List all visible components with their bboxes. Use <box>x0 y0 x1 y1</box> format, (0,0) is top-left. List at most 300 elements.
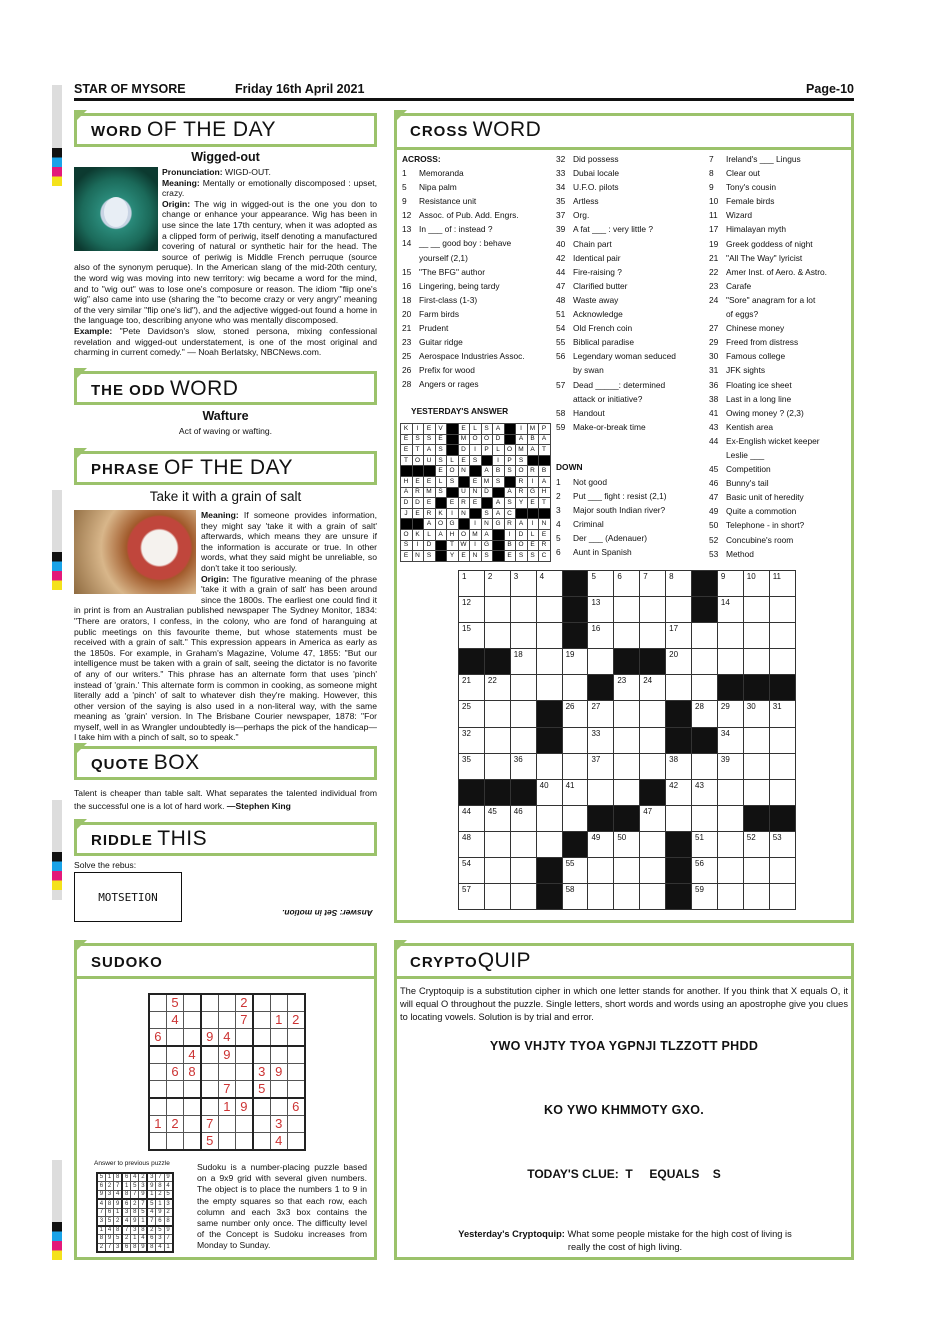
crossword-cell[interactable]: 46 <box>510 805 536 831</box>
crossword-cell[interactable] <box>536 831 562 857</box>
sudoku-cell[interactable]: 9 <box>218 1046 235 1063</box>
sudoku-cell[interactable] <box>270 1098 287 1115</box>
crossword-cell[interactable] <box>614 858 640 884</box>
black-cell <box>412 519 424 530</box>
clue-number: 8 <box>709 168 714 179</box>
crossword-cell[interactable] <box>614 597 640 623</box>
crossword-cell[interactable]: 35 <box>459 753 485 779</box>
crossword-cell[interactable] <box>640 858 666 884</box>
sudoku-cell[interactable]: 9 <box>235 1098 252 1115</box>
sudoku-cell[interactable]: 4 <box>218 1029 235 1046</box>
answer-cell: A <box>504 487 516 498</box>
answer-cell: 2 <box>164 1208 172 1217</box>
black-cell <box>562 831 588 857</box>
answer-cell: S <box>435 455 447 466</box>
crossword-cell[interactable] <box>510 884 536 910</box>
crossword-cell[interactable] <box>666 675 692 701</box>
cryptoquip-intro: The Cryptoquip is a substitution cipher in which one letter stands for another. If you think that X equals O, it will equal O throughout the puzzle. Single letters, short words and words using an apostrophe give you clues to locating vowels. Solution is by trial and error. <box>400 986 848 1022</box>
clue-number: 47 <box>556 280 566 291</box>
down-clues-col2 <box>556 475 667 560</box>
sudoku-cell[interactable] <box>166 1132 183 1149</box>
answer-cell: 8 <box>114 1226 122 1235</box>
crossword-cell[interactable]: 15 <box>459 623 485 649</box>
clue-item <box>402 222 525 236</box>
answer-cell: O <box>401 529 413 540</box>
sudoku-cell[interactable] <box>253 1115 270 1132</box>
sudoku-cell[interactable] <box>253 1011 270 1028</box>
sudoku-cell[interactable] <box>149 1080 166 1097</box>
crossword-cell[interactable] <box>484 727 510 753</box>
crossword-cell[interactable] <box>717 779 743 805</box>
crossword-cell[interactable]: 44 <box>459 805 485 831</box>
crossword-cell[interactable]: 34 <box>717 727 743 753</box>
sudoku-cell[interactable]: 4 <box>184 1046 201 1063</box>
sudoku-cell[interactable] <box>149 1011 166 1028</box>
sudoku-cell[interactable]: 2 <box>235 994 252 1011</box>
sudoku-cell[interactable] <box>270 994 287 1011</box>
crossword-cell[interactable]: 12 <box>459 597 485 623</box>
clue-text: JFK sights <box>726 365 766 376</box>
answer-cell: 5 <box>139 1208 147 1217</box>
crossword-cell[interactable]: 55 <box>562 858 588 884</box>
sudoku-cell[interactable] <box>184 1080 201 1097</box>
answer-cell: 2 <box>147 1226 155 1235</box>
sudoku-cell[interactable] <box>166 1080 183 1097</box>
sudoku-cell[interactable] <box>218 1132 235 1149</box>
clue-item <box>709 251 827 265</box>
sudoku-cell[interactable] <box>287 1132 304 1149</box>
crossword-cell[interactable] <box>510 727 536 753</box>
crossword-cell[interactable] <box>743 727 769 753</box>
sudoku-cell[interactable] <box>166 1029 183 1046</box>
answer-cell: O <box>504 445 516 456</box>
crossword-cell[interactable]: 3 <box>510 571 536 597</box>
sudoku-cell[interactable]: 6 <box>166 1063 183 1080</box>
sudoku-cell[interactable]: 9 <box>270 1063 287 1080</box>
clue-number: 33 <box>556 168 566 179</box>
crossword-cell[interactable]: 56 <box>692 858 718 884</box>
crossword-cell[interactable] <box>484 831 510 857</box>
clue-number: 21 <box>709 252 719 263</box>
answer-cell: R <box>424 508 436 519</box>
sudoku-cell[interactable] <box>201 1063 218 1080</box>
crossword-cell[interactable]: 36 <box>510 753 536 779</box>
black-cell <box>692 727 718 753</box>
crossword-cell[interactable]: 52 <box>743 831 769 857</box>
sudoku-cell[interactable] <box>287 1080 304 1097</box>
answer-cell: E <box>504 551 516 562</box>
crossword-cell[interactable]: 49 <box>588 831 614 857</box>
crossword-cell[interactable] <box>743 779 769 805</box>
crossword-cell[interactable] <box>510 675 536 701</box>
sudoku-cell[interactable] <box>166 1046 183 1063</box>
word-of-day-title: WORD OF THE DAY <box>91 118 277 141</box>
sudoku-cell[interactable] <box>253 1098 270 1115</box>
crossword-cell[interactable] <box>484 597 510 623</box>
answer-cell: M <box>470 529 482 540</box>
sudoku-cell[interactable] <box>253 1046 270 1063</box>
sudoku-cell[interactable]: 6 <box>287 1098 304 1115</box>
crossword-cell[interactable] <box>692 753 718 779</box>
crossword-cell[interactable] <box>640 701 666 727</box>
crossword-cell[interactable]: 33 <box>588 727 614 753</box>
answer-cell: L <box>527 529 539 540</box>
answer-cell: I <box>493 455 505 466</box>
cryptoquip-line1: YWO VHJTY TYOA YGPNJI TLZZOTT PHDD <box>489 1039 759 1053</box>
black-cell <box>435 540 447 551</box>
crossword-cell[interactable] <box>588 858 614 884</box>
crossword-cell[interactable] <box>769 884 795 910</box>
crossword-cell[interactable] <box>484 858 510 884</box>
crossword-cell[interactable]: 13 <box>588 597 614 623</box>
crossword-cell[interactable] <box>640 831 666 857</box>
crossword-cell[interactable] <box>769 623 795 649</box>
crossword-cell[interactable] <box>510 858 536 884</box>
crossword-cell[interactable]: 27 <box>588 701 614 727</box>
crossword-cell[interactable]: 22 <box>484 675 510 701</box>
crossword-cell[interactable]: 57 <box>459 884 485 910</box>
crossword-cell[interactable]: 17 <box>666 623 692 649</box>
clue-text: "All The Way" lyricist <box>726 252 803 263</box>
crossword-cell[interactable] <box>614 779 640 805</box>
crossword-cell[interactable]: 32 <box>459 727 485 753</box>
crossword-cell[interactable] <box>510 831 536 857</box>
clue-item <box>402 251 525 265</box>
crossword-cell[interactable]: 1 <box>459 571 485 597</box>
clue-number: 36 <box>709 379 719 390</box>
crossword-cell[interactable]: 23 <box>614 675 640 701</box>
crossword-cell[interactable] <box>717 623 743 649</box>
crossword-cell[interactable]: 37 <box>588 753 614 779</box>
crossword-cell[interactable] <box>717 884 743 910</box>
crossword-cell[interactable] <box>692 805 718 831</box>
clue-item <box>709 194 827 208</box>
crossword-cell[interactable] <box>692 623 718 649</box>
crossword-cell[interactable]: 28 <box>692 701 718 727</box>
crossword-cell[interactable] <box>562 805 588 831</box>
crossword-cell[interactable] <box>769 858 795 884</box>
crossword-cell[interactable] <box>666 597 692 623</box>
sudoku-cell[interactable] <box>149 1098 166 1115</box>
clue-item <box>556 237 676 251</box>
sudoku-cell[interactable] <box>149 1063 166 1080</box>
sudoku-cell[interactable] <box>270 1029 287 1046</box>
crossword-cell[interactable]: 42 <box>666 779 692 805</box>
crossword-cell[interactable]: 51 <box>692 831 718 857</box>
sudoku-cell[interactable]: 1 <box>149 1115 166 1132</box>
sudoku-cell[interactable] <box>270 1080 287 1097</box>
answer-cell: E <box>401 434 413 445</box>
crossword-cell[interactable]: 16 <box>588 623 614 649</box>
rebus-box <box>74 872 182 922</box>
crossword-cell[interactable] <box>484 884 510 910</box>
sudoku-cell[interactable] <box>184 1115 201 1132</box>
crossword-cell[interactable] <box>536 597 562 623</box>
crossword-cell[interactable]: 25 <box>459 701 485 727</box>
crossword-cell[interactable] <box>717 649 743 675</box>
crossword-cell[interactable] <box>588 884 614 910</box>
crossword-cell[interactable] <box>769 753 795 779</box>
sudoku-cell[interactable] <box>149 1132 166 1149</box>
crossword-cell[interactable]: 54 <box>459 858 485 884</box>
sudoku-cell[interactable] <box>218 1115 235 1132</box>
crossword-cell[interactable]: 26 <box>562 701 588 727</box>
sudoku-cell[interactable] <box>184 1098 201 1115</box>
crossword-cell[interactable]: 4 <box>536 571 562 597</box>
crossword-cell[interactable] <box>536 805 562 831</box>
sudoku-cell[interactable] <box>218 994 235 1011</box>
sudoku-cell[interactable] <box>166 1098 183 1115</box>
crossword-cell[interactable]: 40 <box>536 779 562 805</box>
crossword-cell[interactable] <box>510 623 536 649</box>
crossword-cell[interactable] <box>510 597 536 623</box>
clue-number: 16 <box>402 280 412 291</box>
crossword-cell[interactable] <box>614 884 640 910</box>
crossword-cell[interactable] <box>717 831 743 857</box>
crossword-cell[interactable]: 20 <box>666 649 692 675</box>
sudoku-cell[interactable] <box>253 994 270 1011</box>
crossword-cell[interactable]: 50 <box>614 831 640 857</box>
crossword-cell[interactable]: 45 <box>484 805 510 831</box>
sudoku-cell[interactable] <box>253 1029 270 1046</box>
sudoku-cell[interactable] <box>287 1063 304 1080</box>
sudoku-cell[interactable] <box>184 1029 201 1046</box>
clue-text: Basic unit of heredity <box>726 492 804 503</box>
sudoku-cell[interactable] <box>218 1063 235 1080</box>
crossword-cell[interactable] <box>640 727 666 753</box>
sudoku-cell[interactable] <box>235 1063 252 1080</box>
sudoku-cell[interactable]: 4 <box>270 1132 287 1149</box>
answer-cell: 6 <box>156 1217 164 1226</box>
clue-text: First-class (1-3) <box>419 294 478 305</box>
crossword-cell[interactable] <box>769 597 795 623</box>
clue-text: A fat ___ : very little ? <box>573 224 654 235</box>
clue-number: 38 <box>709 393 719 404</box>
answer-cell: E <box>412 476 424 487</box>
crossword-cell[interactable] <box>614 701 640 727</box>
crossword-cell[interactable] <box>536 753 562 779</box>
answer-cell: 8 <box>156 1182 164 1191</box>
crossword-cell[interactable] <box>743 858 769 884</box>
crossword-cell[interactable]: 10 <box>743 571 769 597</box>
clue-item <box>402 180 525 194</box>
crossword-cell[interactable] <box>614 753 640 779</box>
crossword-cell[interactable] <box>614 623 640 649</box>
clue-number: 42 <box>556 252 566 263</box>
answer-cell: 4 <box>97 1199 105 1208</box>
answer-cell: 2 <box>122 1235 130 1244</box>
sudoku-cell[interactable]: 2 <box>166 1115 183 1132</box>
sudoku-cell[interactable] <box>235 1046 252 1063</box>
crossword-cell[interactable]: 19 <box>562 649 588 675</box>
crossword-cell[interactable]: 38 <box>666 753 692 779</box>
sudoku-cell[interactable]: 9 <box>201 1029 218 1046</box>
black-cell <box>666 727 692 753</box>
sudoku-cell[interactable]: 3 <box>270 1115 287 1132</box>
clue-item <box>556 420 676 434</box>
crossword-cell[interactable]: 9 <box>717 571 743 597</box>
crossword-cell[interactable]: 6 <box>614 571 640 597</box>
answer-cell: 2 <box>156 1191 164 1200</box>
answer-cell: 9 <box>156 1208 164 1217</box>
crossword-cell[interactable] <box>484 753 510 779</box>
crossword-cell[interactable] <box>666 805 692 831</box>
crossword-cell[interactable] <box>717 858 743 884</box>
crossword-cell[interactable]: 5 <box>588 571 614 597</box>
sudoku-cell[interactable] <box>287 994 304 1011</box>
answer-cell: G <box>481 540 493 551</box>
crossword-cell[interactable]: 11 <box>769 571 795 597</box>
sudoku-cell[interactable] <box>149 1046 166 1063</box>
crossword-cell[interactable]: 29 <box>717 701 743 727</box>
sudoku-cell[interactable] <box>287 1046 304 1063</box>
crossword-cell[interactable] <box>743 649 769 675</box>
crossword-cell[interactable] <box>536 649 562 675</box>
sudoku-cell[interactable] <box>184 994 201 1011</box>
sudoku-cell[interactable]: 6 <box>149 1029 166 1046</box>
clue-item <box>709 533 827 547</box>
crossword-cell[interactable]: 21 <box>459 675 485 701</box>
sudoku-cell[interactable] <box>184 1011 201 1028</box>
crossword-cell[interactable] <box>743 884 769 910</box>
crossword-cell[interactable] <box>769 727 795 753</box>
crossword-cell[interactable]: 30 <box>743 701 769 727</box>
crossword-cell[interactable] <box>588 779 614 805</box>
clue-number: 12 <box>402 210 412 221</box>
crossword-cell[interactable]: 7 <box>640 571 666 597</box>
crossword-cell[interactable]: 48 <box>459 831 485 857</box>
crossword-cell[interactable]: 47 <box>640 805 666 831</box>
black-cell <box>484 649 510 675</box>
answer-cell: 9 <box>164 1173 172 1182</box>
sudoku-cell[interactable] <box>235 1029 252 1046</box>
sudoku-cell[interactable]: 5 <box>166 994 183 1011</box>
crossword-cell[interactable] <box>717 805 743 831</box>
black-cell <box>666 831 692 857</box>
crossword-cell[interactable] <box>640 753 666 779</box>
crossword-cell[interactable]: 14 <box>717 597 743 623</box>
crossword-cell[interactable] <box>743 597 769 623</box>
sudoku-cell[interactable] <box>201 1098 218 1115</box>
crossword-cell[interactable] <box>692 649 718 675</box>
clue-item <box>402 166 525 180</box>
crossword-cell[interactable] <box>640 623 666 649</box>
yesterday-answer-grid <box>400 423 551 562</box>
crossword-cell[interactable] <box>484 623 510 649</box>
sudoku-cell[interactable]: 7 <box>235 1011 252 1028</box>
answer-cell: O <box>516 466 528 477</box>
answer-cell: R <box>458 498 470 509</box>
crossword-cell[interactable] <box>484 701 510 727</box>
across-label: ACROSS: <box>402 154 441 164</box>
crossword-cell[interactable]: 2 <box>484 571 510 597</box>
down-label: DOWN <box>556 462 583 472</box>
crossword-cell[interactable] <box>769 779 795 805</box>
sudoku-cell[interactable] <box>253 1132 270 1149</box>
crossword-cell[interactable]: 31 <box>769 701 795 727</box>
sudoku-cell[interactable] <box>270 1046 287 1063</box>
crossword-cell[interactable] <box>692 675 718 701</box>
crossword-cell[interactable] <box>562 675 588 701</box>
sudoku-cell[interactable]: 8 <box>184 1063 201 1080</box>
crossword-cell[interactable]: 41 <box>562 779 588 805</box>
crossword-cell[interactable]: 39 <box>717 753 743 779</box>
clue-number: 39 <box>556 224 566 235</box>
sudoku-cell[interactable] <box>218 1011 235 1028</box>
clue-number: 3 <box>556 505 561 516</box>
word-of-day-body: Pronunciation: WIGD-OUT. Meaning: Mentally or emotionally discomposed : upset, crazy. Origin: The wig in wigged-out is the one you don to change or enhance your appearance. Wig has been in use since the late 17th century, when it was adopted as a clipped form of periwig, itself denoting a manufactured covering of natural or synthetic hair for the head. The source of periwig is Middle French perruque (source also of the synonym peruque). In the American slang of the mid-20th century, the word wig was moving into new territory: wig became a word for the mind, and to "wig out" was to lose one's composure or reason. The idiom "flip one's wig" also came into use (sharing the "to become crazy or very angry" meaning of the very similar "flip one's lid"), and the adjective wigged-out found a home in the language too, describing anyone who was mentally discomposed. Example: "Pete Davidson's slow, stoned persona, mixing confessional revelation and wigged-out understatement, is one of the most original and charming in current comedy." — Noah Berlatsky, NBCNews.com. <box>74 167 378 358</box>
clue-item <box>402 349 525 363</box>
sudoku-cell[interactable] <box>201 1046 218 1063</box>
crossword-cell[interactable] <box>562 727 588 753</box>
crossword-cell[interactable] <box>536 623 562 649</box>
sudoku-cell[interactable]: 3 <box>253 1063 270 1080</box>
crossword-cell[interactable]: 18 <box>510 649 536 675</box>
sudoku-cell[interactable] <box>149 994 166 1011</box>
crossword-cell[interactable]: 8 <box>666 571 692 597</box>
clue-text: Did possess <box>573 154 619 164</box>
clue-number: 37 <box>556 210 566 221</box>
sudoku-cell[interactable]: 5 <box>201 1132 218 1149</box>
black-cell <box>481 455 493 466</box>
sudoku-cell[interactable] <box>201 1011 218 1028</box>
sudoku-cell[interactable]: 5 <box>253 1080 270 1097</box>
sudoku-cell[interactable]: 4 <box>166 1011 183 1028</box>
crossword-cell[interactable] <box>640 597 666 623</box>
crossword-cell[interactable] <box>743 623 769 649</box>
answer-cell: T <box>447 540 459 551</box>
sudoku-cell[interactable] <box>235 1115 252 1132</box>
crossword-cell[interactable]: 58 <box>562 884 588 910</box>
sudoku-cell[interactable] <box>235 1080 252 1097</box>
answer-cell: I <box>527 476 539 487</box>
clue-number: 28 <box>402 379 412 390</box>
sudoku-cell[interactable] <box>201 1080 218 1097</box>
crossword-cell[interactable] <box>769 649 795 675</box>
crossword-cell[interactable]: 24 <box>640 675 666 701</box>
sudoku-cell[interactable] <box>287 1029 304 1046</box>
sudoku-cell[interactable]: 2 <box>287 1011 304 1028</box>
crossword-cell[interactable]: 43 <box>692 779 718 805</box>
crossword-cell[interactable] <box>536 675 562 701</box>
crossword-cell[interactable] <box>562 753 588 779</box>
sudoku-cell[interactable]: 1 <box>270 1011 287 1028</box>
crossword-cell[interactable]: 53 <box>769 831 795 857</box>
crossword-cell[interactable] <box>614 727 640 753</box>
black-cell <box>504 424 516 435</box>
crossword-cell[interactable] <box>640 884 666 910</box>
crossword-grid <box>458 570 796 910</box>
sudoku-cell[interactable]: 7 <box>218 1080 235 1097</box>
black-cell <box>481 498 493 509</box>
sudoku-cell[interactable]: 7 <box>201 1115 218 1132</box>
crossword-cell[interactable]: 59 <box>692 884 718 910</box>
sudoku-cell[interactable] <box>184 1132 201 1149</box>
black-cell <box>458 519 470 530</box>
answer-cell: E <box>424 424 436 435</box>
clue-item <box>556 378 676 392</box>
clue-text: Put ___ fight : resist (2,1) <box>573 491 667 502</box>
sudoku-cell[interactable] <box>201 994 218 1011</box>
clue-item <box>556 335 676 349</box>
crossword-cell[interactable] <box>588 649 614 675</box>
sudoku-cell[interactable] <box>235 1132 252 1149</box>
crossword-cell[interactable] <box>510 701 536 727</box>
sudoku-cell[interactable]: 1 <box>218 1098 235 1115</box>
clue-item <box>709 462 827 476</box>
sudoku-cell[interactable] <box>287 1115 304 1132</box>
crossword-cell[interactable] <box>743 753 769 779</box>
